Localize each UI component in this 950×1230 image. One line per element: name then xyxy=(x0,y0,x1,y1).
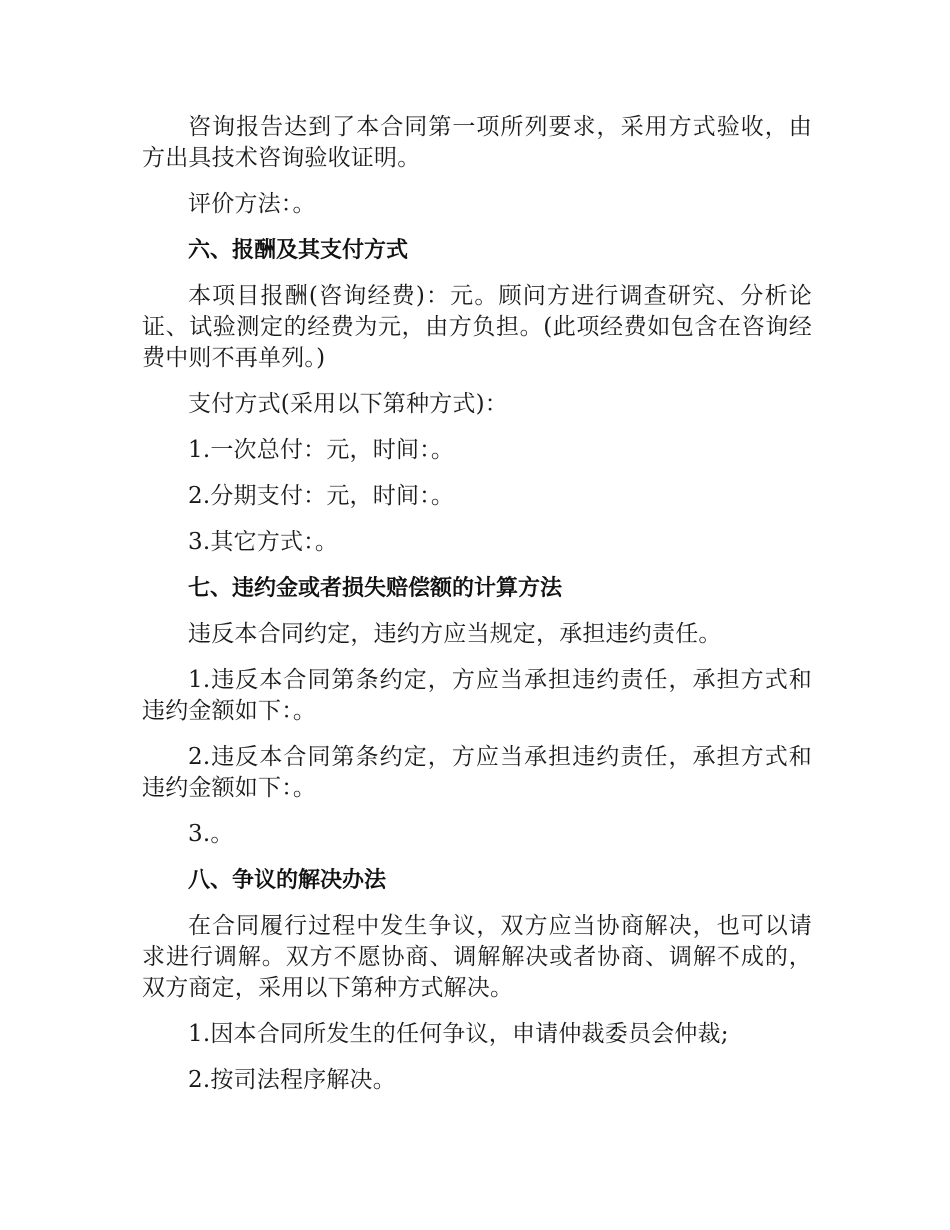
paragraph-breach: 违反本合同约定，违约方应当规定，承担违约责任。 xyxy=(188,621,722,647)
document-body xyxy=(142,112,812,1111)
list-item-breach-2: 2.违反本合同第条约定，方应当承担违约责任，承担方式和违约金额如下：。 xyxy=(142,744,812,801)
list-item-arbitration: 1.因本合同所发生的任何争议，申请仲裁委员会仲裁; xyxy=(188,1021,729,1047)
paragraph-evaluation-method: 评价方法：。 xyxy=(188,191,316,217)
list-item-breach-3: 3.。 xyxy=(188,821,234,847)
paragraph-payment-method: 支付方式(采用以下第种方式)： xyxy=(188,391,508,417)
list-item-judicial: 2.按司法程序解决。 xyxy=(188,1067,396,1093)
list-item-breach-1: 1.违反本合同第条约定，方应当承担违约责任，承担方式和违约金额如下：。 xyxy=(142,667,812,724)
section-heading-8: 八、争议的解决办法 xyxy=(188,868,387,893)
paragraph-remuneration: 本项目报酬(咨询经费)：元。顾问方进行调查研究、分析论证、试验测定的经费为元，由方负担。(此项经费如包含在咨询经费中则不再单列。) xyxy=(142,283,812,371)
paragraph-acceptance: 咨询报告达到了本合同第一项所列要求，采用方式验收，由方出具技术咨询验收证明。 xyxy=(142,114,812,171)
section-heading-6: 六、报酬及其支付方式 xyxy=(188,238,409,263)
list-item-lump-sum: 1.一次总付：元，时间：。 xyxy=(188,437,455,463)
list-item-other-method: 3.其它方式：。 xyxy=(188,529,339,555)
paragraph-dispute: 在合同履行过程中发生争议，双方应当协商解决，也可以请求进行调解。双方不愿协商、调解解决或者协商、调解不成的，双方商定，采用以下第种方式解决。 xyxy=(142,913,812,1001)
section-heading-7: 七、违约金或者损失赔偿额的计算方法 xyxy=(188,576,563,601)
list-item-installment: 2.分期支付：元，时间：。 xyxy=(188,483,455,509)
